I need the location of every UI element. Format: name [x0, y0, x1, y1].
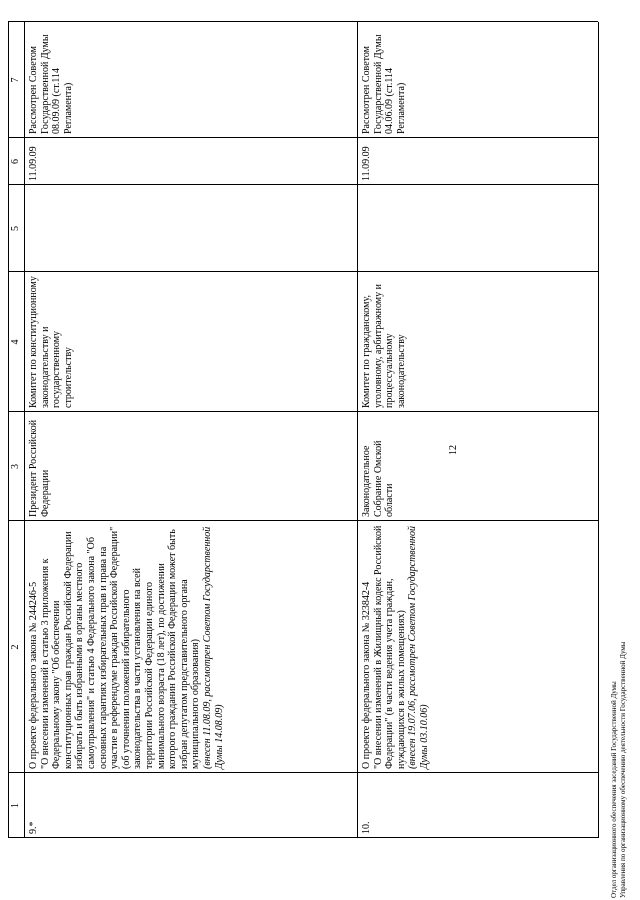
status: Рассмотрен Советом Государственной Думы 08.09.09 (ст.114 Регламента): [28, 34, 74, 134]
committee: Комитет по гражданскому, уголовному, арбитражному и процессуальному законодательству: [361, 284, 407, 408]
bill-note: (внесен 19.07.06, рассмотрен Советом Государственной Думы 03.10.06): [407, 525, 430, 769]
col-header-2: 2: [10, 644, 21, 650]
col-header-7: 7: [10, 77, 21, 83]
col-header-3: 3: [10, 464, 21, 469]
col-border: [8, 137, 598, 138]
date: 11.09.09: [28, 146, 39, 181]
col-border: [8, 21, 598, 22]
col-header-1: 1: [10, 803, 21, 808]
page-number: 12: [448, 445, 459, 455]
col-header-5: 5: [10, 226, 21, 231]
header-bottom-border: [24, 22, 25, 838]
col-border: [8, 520, 598, 521]
bill-title: О проекте федерального закона № 244246-5: [28, 581, 39, 769]
committee: Комитет по конституционному законодательству и государственному строительству: [28, 276, 74, 408]
col-border: [8, 411, 598, 412]
col-header-4: 4: [10, 339, 21, 345]
col-border: [8, 772, 598, 773]
status: Рассмотрен Советом Государственной Думы 04.06.09 (ст.114 Регламента): [361, 34, 407, 134]
row-number: 10.: [361, 821, 372, 834]
date: 11.09.09: [361, 146, 372, 181]
col-header-6: 6: [10, 159, 21, 164]
table-bottom-border: [598, 22, 599, 838]
col-border: [8, 184, 598, 185]
bill-title: О проекте федерального закона № 323842-4: [361, 581, 372, 769]
initiator: Законодательное Собрание Омской области: [361, 440, 396, 517]
row-separator: [357, 22, 358, 838]
col-border: [8, 271, 598, 272]
bill-cell: [361, 524, 431, 769]
bill-cell: [28, 524, 225, 769]
bill-description: "О внесении изменений в статью 3 приложения к Федеральному закону "Об обеспечении конституционных прав граждан Российской Федерации избирать и быть избранными в органы местного самоуправления" и статью 4 Федерального закона "Об основных гарантиях избирательных прав и права на участие в референдуме граждан Российской Федерации" (об уточнении положений избирательного законодательства в части установления на всей территории Российской Федерации единого минимального возраста (18 лет), по достижении которого гражданин Российской Федерации может быть избран депутатом представительного органа муниципального образования): [39, 526, 202, 769]
footer-line-1: Отдел организационного обеспечения заседаний Государственной Думы: [610, 681, 618, 898]
bill-description: "О внесении изменений в Жилищный кодекс Российской Федерации" (в части ведения учета граждан, нуждающихся в жилых помещениях): [372, 525, 407, 769]
footer-line-2: Управления по организационному обеспечению деятельности Государственной Думы: [619, 641, 627, 898]
initiator: Президент Российской Федерации: [28, 419, 51, 517]
bill-note: (внесен 11.08.09, рассмотрен Советом Государственной Думы 14.08.09): [201, 526, 225, 769]
col-border: [8, 837, 598, 838]
row-number: 9.*: [28, 821, 39, 834]
